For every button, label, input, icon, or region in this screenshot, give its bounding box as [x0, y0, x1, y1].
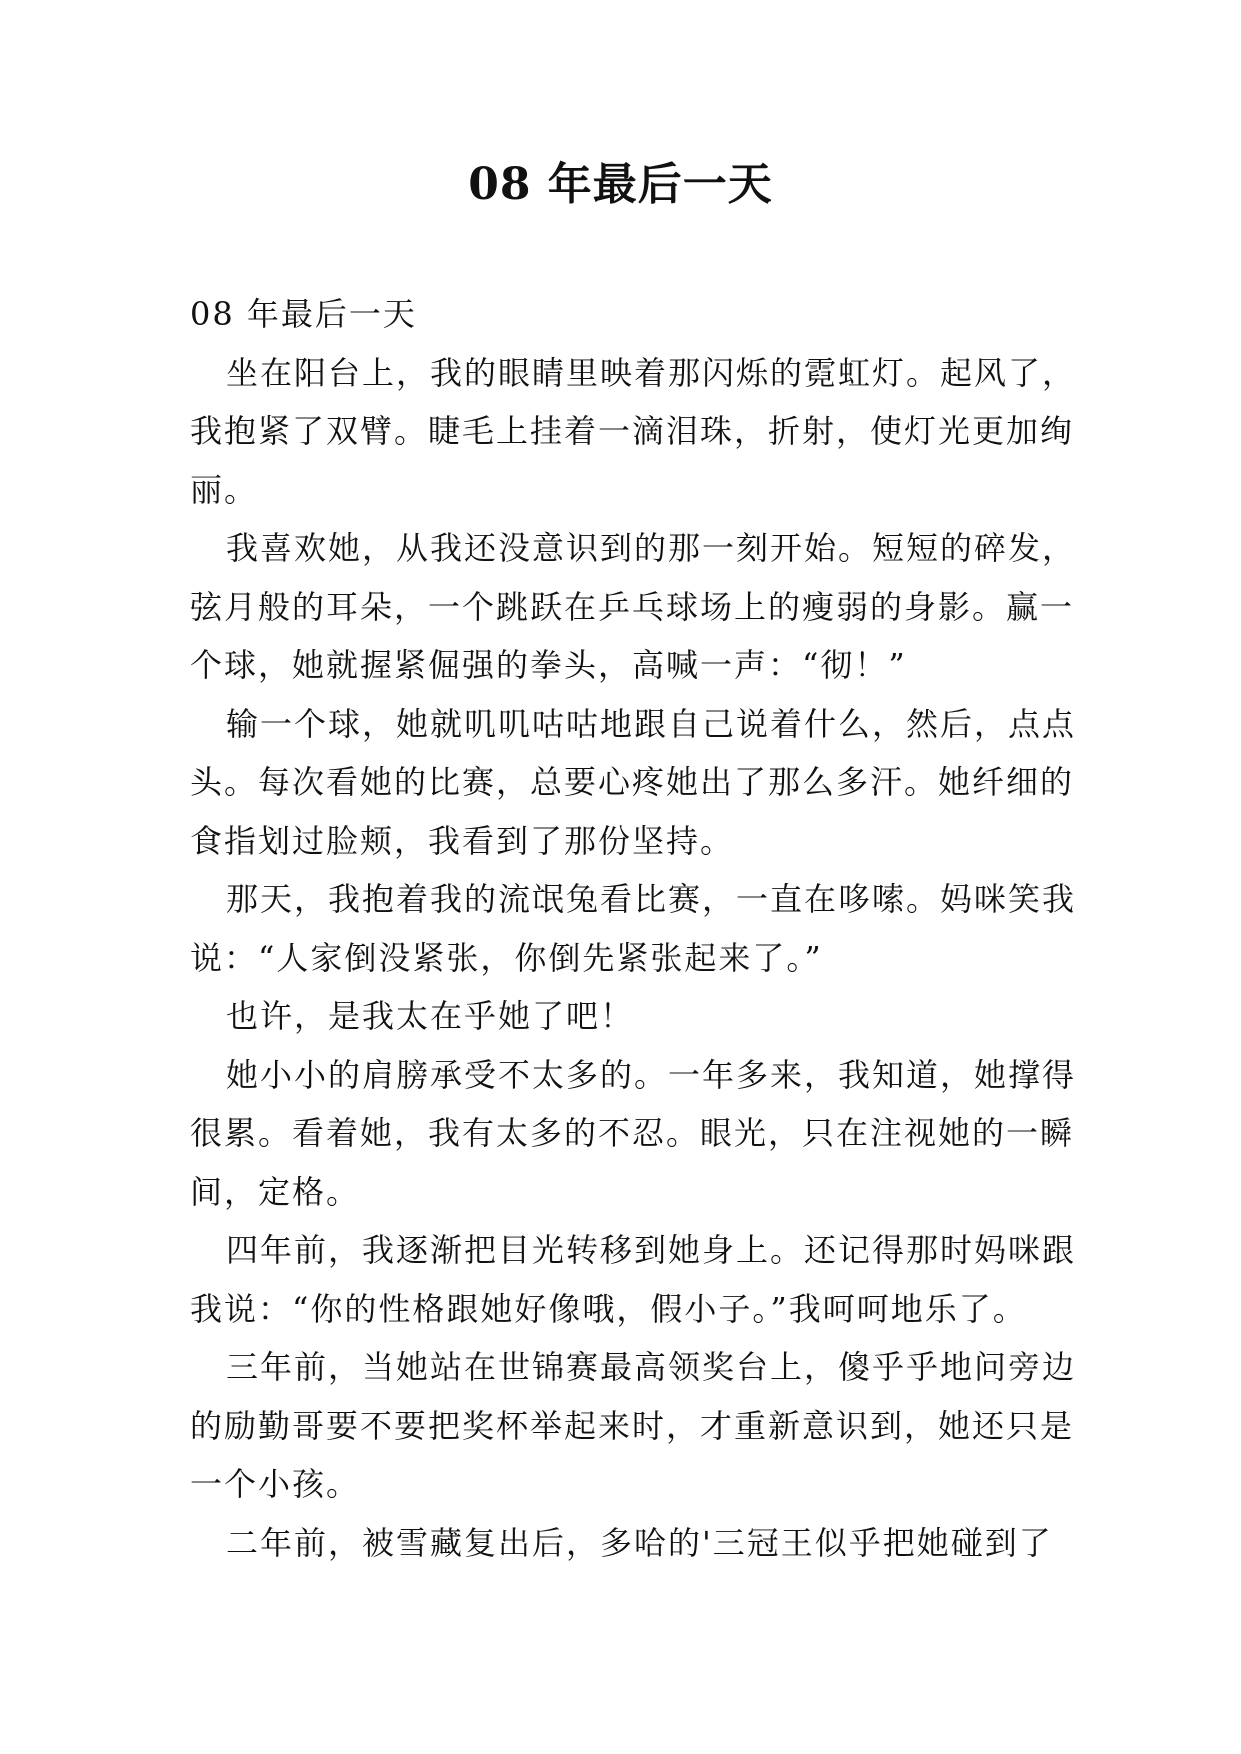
body-line: 说：“人家倒没紧张，你倒先紧张起来了。”	[190, 938, 823, 977]
body-line: 二年前，被雪藏复出后，多哈的'三冠王似乎把她碰到了	[226, 1523, 1053, 1562]
body-line: 也许，是我太在乎她了吧！	[226, 997, 635, 1035]
body-line: 一个小孩。	[190, 1465, 361, 1503]
body-line: 输一个球，她就叽叽咕咕地跟自己说着什么，然后，点点	[226, 704, 1077, 743]
body-line: 的励勤哥要不要把奖杯举起来时，才重新意识到，她还只是	[190, 1406, 1075, 1445]
body-line: 坐在阳台上，我的眼睛里映着那闪烁的霓虹灯。起风了，	[226, 353, 1077, 392]
document-title: 08 年最后一天	[468, 159, 773, 210]
body-line: 三年前，当她站在世锦赛最高领奖台上，傻乎乎地问旁边	[226, 1348, 1077, 1386]
body-line: 那天，我抱着我的流氓兔看比赛，一直在哆嗦。妈咪笑我	[226, 880, 1077, 918]
body-line: 丽。	[190, 470, 259, 509]
body-line: 间，定格。	[190, 1172, 361, 1211]
body-line: 我抱紧了双臂。睫毛上挂着一滴泪珠，折射，使灯光更加绚	[190, 412, 1075, 450]
body-line: 我喜欢她，从我还没意识到的那一刻开始。短短的碎发，	[226, 529, 1077, 567]
body-line: 四年前，我逐渐把目光转移到她身上。还记得那时妈咪跟	[226, 1231, 1077, 1269]
document-body	[190, 285, 1077, 1572]
body-line: 弦月般的耳朵，一个跳跃在乒乓球场上的瘦弱的身影。赢一	[190, 587, 1075, 626]
body-line: 我说：“你的性格跟她好像哦，假小子。”我呵呵地乐了。	[190, 1289, 1027, 1328]
body-line: 个球，她就握紧倔强的拳头，高喊一声：“彻！”	[190, 646, 907, 684]
body-line: 她小小的肩膀承受不太多的。一年多来，我知道，她撑得	[226, 1055, 1077, 1094]
body-line-heading: 08 年最后一天	[190, 295, 417, 333]
body-line: 食指划过脸颊，我看到了那份坚持。	[190, 821, 735, 860]
body-line: 头。每次看她的比赛，总要心疼她出了那么多汗。她纤细的	[190, 763, 1075, 801]
body-line: 很累。看着她，我有太多的不忍。眼光，只在注视她的一瞬	[190, 1114, 1075, 1152]
